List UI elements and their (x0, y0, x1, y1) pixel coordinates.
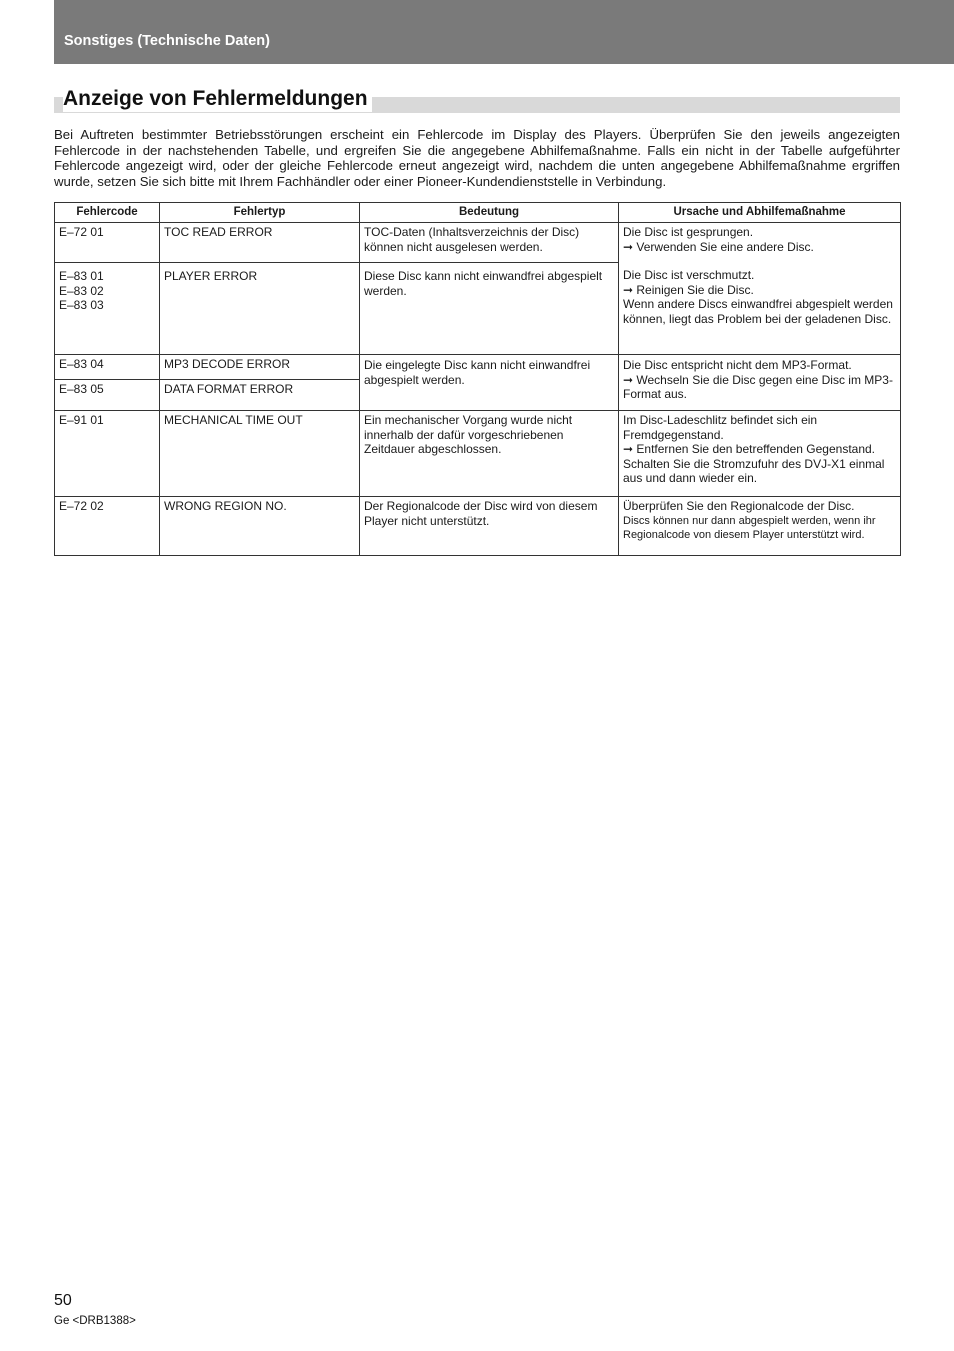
error-code: E–83 01 (59, 269, 104, 283)
cause-spacer (623, 254, 896, 268)
cause-note: Wenn andere Discs einwandfrei abgespielt werden können, liegt das Problem bei der geladenen Disc. (623, 297, 893, 326)
column-header-code: Fehlercode (55, 203, 160, 223)
cause-cell (619, 355, 901, 411)
error-type-cell: WRONG REGION NO. (160, 497, 360, 556)
error-code: E–83 04 (59, 357, 104, 371)
table-row (55, 411, 901, 497)
table-row (55, 497, 901, 556)
error-table (54, 202, 901, 556)
remedy-line: ➞ Reinigen Sie die Disc. (623, 282, 754, 297)
remedy-line: ➞ Wechseln Sie die Disc gegen eine Disc im MP3-Format aus. (623, 372, 893, 402)
error-code: E–83 05 (59, 382, 104, 396)
error-code: E–83 03 (59, 298, 104, 313)
meaning-cell: Der Regionalcode der Disc wird von diesem Player nicht unterstützt. (360, 497, 619, 556)
section-label: Sonstiges (Technische Daten) (64, 33, 270, 49)
cause-cell (619, 411, 901, 497)
cause-line: Die Disc entspricht nicht dem MP3-Format. (623, 358, 852, 372)
meaning-cell: Ein mechanischer Vorgang wurde nicht innerhalb der dafür vorgeschriebenen Zeitdauer abgeschlossen. (360, 411, 619, 497)
column-header-cause: Ursache und Abhilfemaßnahme (619, 203, 901, 223)
error-code-cell (55, 411, 160, 497)
column-header-meaning: Bedeutung (360, 203, 619, 223)
error-code-cell (55, 380, 160, 411)
error-code: E–83 02 (59, 283, 104, 298)
cause-cell (619, 223, 901, 355)
meaning-cell: TOC-Daten (Inhaltsverzeichnis der Disc) können nicht ausgelesen werden. (360, 223, 619, 263)
error-code-cell (55, 263, 160, 355)
error-code-cell (55, 355, 160, 380)
document-code: Ge <DRB1388> (54, 1315, 136, 1327)
error-type-cell: MECHANICAL TIME OUT (160, 411, 360, 497)
error-type-cell: MP3 DECODE ERROR (160, 355, 360, 380)
meaning-cell: Diese Disc kann nicht einwandfrei abgespielt werden. (360, 263, 619, 355)
table-row (55, 223, 901, 263)
error-code: E–72 02 (59, 499, 104, 513)
remedy-line: ➞ Verwenden Sie eine andere Disc. (623, 239, 814, 254)
intro-paragraph: Bei Auftreten bestimmter Betriebsstörungen erscheint ein Fehlercode im Display des Players. Überprüfen Sie den jeweils angezeigten Fehlercode in der nachstehenden Tabelle, und ergreifen Sie die angegebene Abhilfemaßnahme. Falls ein nicht in der Tabelle aufgeführter Fehlercode angezeigt wird, oder der gleiche Fehlercode erneut angezeigt wird, nachdem die unten angegebene Abhilfemaßnahme ergriffen wurde, setzen Sie sich bitte mit Ihrem Fachhändler oder einer Pioneer-Kundendienststelle in Verbindung. (54, 127, 900, 189)
error-code: E–72 01 (59, 225, 104, 239)
header-band (54, 0, 954, 64)
cause-note: Discs können nur dann abgespielt werden, wenn ihr Regionalcode von diesem Player unterstützt wird. (623, 514, 876, 541)
error-type-cell: PLAYER ERROR (160, 263, 360, 355)
page-number: 50 (54, 1292, 72, 1309)
error-type-cell: DATA FORMAT ERROR (160, 380, 360, 411)
error-code: E–91 01 (59, 413, 104, 427)
error-code-cell (55, 497, 160, 556)
cause-cell (619, 497, 901, 556)
table-row (55, 355, 901, 380)
page-title: Anzeige von Fehlermeldungen (63, 86, 372, 112)
error-type-cell: TOC READ ERROR (160, 223, 360, 263)
cause-line: Die Disc ist verschmutzt. (623, 268, 755, 283)
cause-line: Die Disc ist gesprungen. (623, 225, 754, 239)
table-header-row (55, 203, 901, 223)
remedy-line: ➞ Entfernen Sie den betreffenden Gegenstand. Schalten Sie die Stromzufuhr des DVJ-X1 einmal aus und dann wieder ein. (623, 442, 885, 486)
error-code-cell (55, 223, 160, 263)
cause-line: Überprüfen Sie den Regionalcode der Disc. (623, 499, 855, 513)
column-header-type: Fehlertyp (160, 203, 360, 223)
cause-line: Im Disc-Ladeschlitz befindet sich ein Fremdgegenstand. (623, 413, 818, 442)
meaning-cell: Die eingelegte Disc kann nicht einwandfrei abgespielt werden. (360, 355, 619, 411)
